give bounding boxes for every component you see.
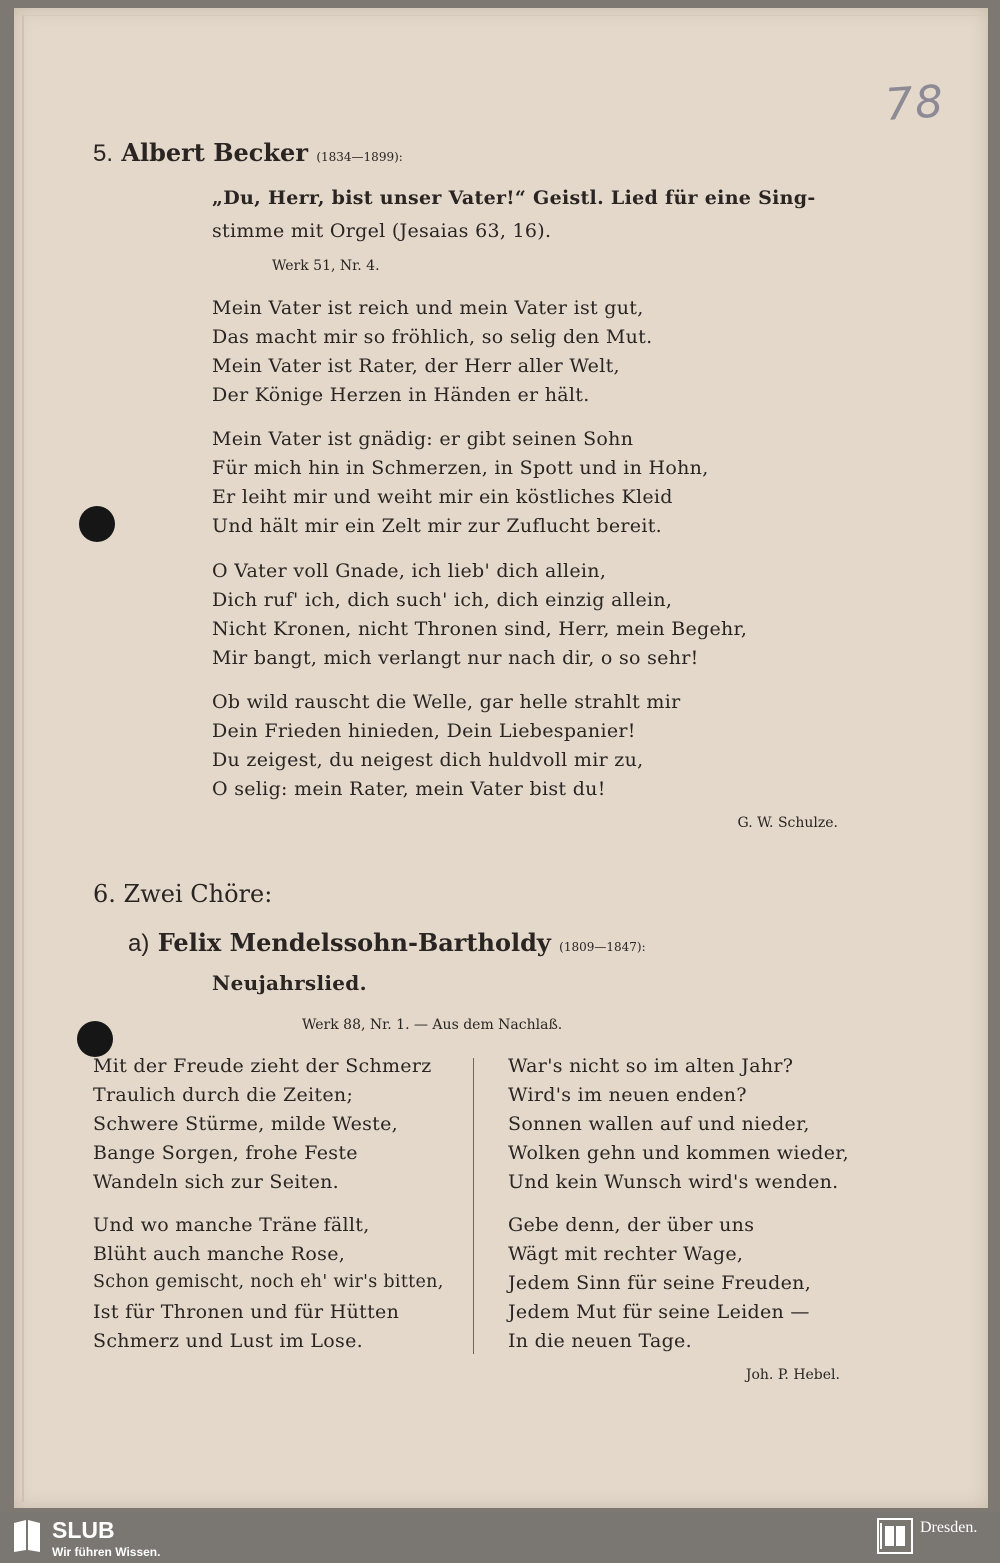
stanza1-line3: Mein Vater ist Rater, der Herr aller Welt,: [212, 355, 620, 377]
right-col-line1: War's nicht so im alten Jahr?: [508, 1055, 794, 1077]
left-col-line2: Traulich durch die Zeiten;: [93, 1084, 354, 1106]
section6-heading: 6. Zwei Chöre:: [93, 880, 273, 908]
right-col-line2: Wird's im neuen enden?: [508, 1084, 747, 1106]
left-col-line9: Ist für Thronen und für Hütten: [93, 1301, 400, 1323]
right-col-line7: Wägt mit rechter Wage,: [508, 1243, 744, 1265]
left-col-line6: Und wo manche Träne fällt,: [93, 1214, 370, 1236]
stanza1-line4: Der Könige Herzen in Händen er hält.: [212, 384, 590, 406]
column-divider: [473, 1058, 474, 1354]
stanza2-line1: Mein Vater ist gnädig: er gibt seinen Sohn: [212, 428, 634, 450]
stanza3-line1: O Vater voll Gnade, ich lieb' dich allein,: [212, 560, 607, 582]
section5-heading: [93, 138, 403, 168]
dresden-logo: Dresden.: [920, 1519, 978, 1536]
left-col-line7: Blüht auch manche Rose,: [93, 1243, 346, 1265]
section6a-heading: [128, 928, 646, 958]
stanza4-line3: Du zeigest, du neigest dich huldvoll mir zu,: [212, 749, 644, 771]
right-col-line6: Gebe denn, der über uns: [508, 1214, 755, 1236]
left-col-line5: Wandeln sich zur Seiten.: [93, 1171, 340, 1193]
stanza4-line2: Dein Frieden hinieden, Dein Liebespanier!: [212, 720, 636, 742]
right-col-line5: Und kein Wunsch wird's wenden.: [508, 1171, 839, 1193]
song-title: Neujahrslied.: [212, 971, 367, 995]
stanza1-line1: Mein Vater ist reich und mein Vater ist gut,: [212, 297, 644, 319]
stanza3-line2: Dich ruf' ich, dich such' ich, dich einzig allein,: [212, 589, 673, 611]
stanza4-line1: Ob wild rauscht die Welle, gar helle strahlt mir: [212, 691, 681, 713]
section5-opus: Werk 51, Nr. 4.: [272, 258, 380, 274]
section5-author: G. W. Schulze.: [737, 815, 838, 831]
slub-tagline: Wir führen Wissen.: [52, 1545, 161, 1559]
left-col-line10: Schmerz und Lust im Lose.: [93, 1330, 363, 1352]
section5-title-line-1: „Du, Herr, bist unser Vater!“ Geistl. Lied für eine Sing-: [212, 187, 816, 209]
punch-hole-lower: [77, 1021, 113, 1057]
section5-number: 5.: [93, 140, 114, 167]
section5-dates: (1834—1899):: [316, 150, 403, 164]
right-col-line8: Jedem Sinn für seine Freuden,: [508, 1272, 812, 1294]
left-col-line8: Schon gemischt, noch eh' wir's bitten,: [93, 1272, 444, 1292]
stanza2-line3: Er leiht mir und weiht mir ein köstliches Kleid: [212, 486, 673, 508]
left-col-line4: Bange Sorgen, frohe Feste: [93, 1142, 358, 1164]
stanza3-line3: Nicht Kronen, nicht Thronen sind, Herr, mein Begehr,: [212, 618, 748, 640]
slub-name: SLUB: [52, 1517, 115, 1543]
dresden-crest-icon: [877, 1518, 913, 1554]
page-number: 78: [883, 75, 947, 132]
section5-title-line-2: stimme mit Orgel (Jesaias 63, 16).: [212, 220, 552, 242]
stanza2-line4: Und hält mir ein Zelt mir zur Zuflucht bereit.: [212, 515, 662, 537]
left-col-line1: Mit der Freude zieht der Schmerz: [93, 1055, 432, 1077]
right-col-line10: In die neuen Tage.: [508, 1330, 692, 1352]
left-col-line3: Schwere Stürme, milde Weste,: [93, 1113, 398, 1135]
section6a-opus: Werk 88, Nr. 1. — Aus dem Nachlaß.: [302, 1017, 563, 1033]
section6a-dates: (1809—1847):: [559, 940, 646, 954]
right-col-line9: Jedem Mut für seine Leiden —: [508, 1301, 810, 1323]
slub-logo-icon: [12, 1519, 42, 1553]
stanza1-line2: Das macht mir so fröhlich, so selig den Mut.: [212, 326, 653, 348]
stanza3-line4: Mir bangt, mich verlangt nur nach dir, o so sehr!: [212, 647, 699, 669]
right-col-line4: Wolken gehn und kommen wieder,: [508, 1142, 849, 1164]
section6a-label: a): [128, 930, 150, 957]
stanza4-line4: O selig: mein Rater, mein Vater bist du!: [212, 778, 606, 800]
punch-hole-upper: [79, 506, 115, 542]
section6a-composer: Felix Mendelssohn-Bartholdy: [157, 928, 551, 957]
stanza2-line2: Für mich hin in Schmerzen, in Spott und in Hohn,: [212, 457, 709, 479]
right-col-line3: Sonnen wallen auf und nieder,: [508, 1113, 810, 1135]
section5-composer: Albert Becker: [121, 138, 308, 167]
section6-author: Joh. P. Hebel.: [745, 1367, 840, 1383]
